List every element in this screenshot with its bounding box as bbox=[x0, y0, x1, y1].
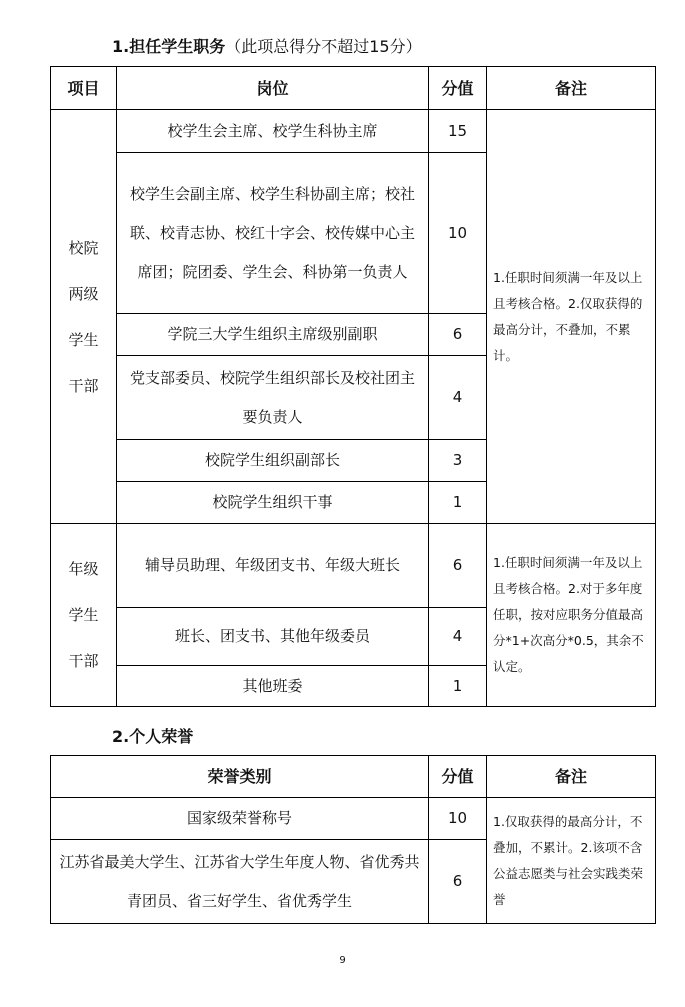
section-1-heading bbox=[112, 34, 422, 57]
position-cell: 校院学生组织副部长 bbox=[117, 440, 429, 482]
score-cell: 6 bbox=[429, 840, 487, 924]
score-cell: 10 bbox=[429, 153, 487, 314]
remark-cell: 1.仅取获得的最高分计，不叠加，不累计。2.该项不含公益志愿类与社会实践类荣誉 bbox=[487, 798, 656, 924]
score-cell: 15 bbox=[429, 110, 487, 153]
honor-category-cell: 江苏省最美大学生、江苏省大学生年度人物、省优秀共青团员、省三好学生、省优秀学生 bbox=[51, 840, 429, 924]
header-score: 分值 bbox=[429, 756, 487, 798]
category-line: 干部 bbox=[68, 376, 99, 395]
remark-cell: 1.任职时间须满一年及以上且考核合格。2.对于多年度任职，按对应职务分值最高分*1+次高分*0.5，其余不认定。 bbox=[487, 524, 656, 707]
score-cell: 10 bbox=[429, 798, 487, 840]
position-cell: 校院学生组织干事 bbox=[117, 482, 429, 524]
position-cell: 班长、团支书、其他年级委员 bbox=[117, 608, 429, 666]
header-position: 岗位 bbox=[117, 67, 429, 110]
category-line: 年级 bbox=[68, 560, 99, 578]
score-cell: 6 bbox=[429, 524, 487, 608]
table-row bbox=[51, 798, 656, 840]
position-cell: 校学生会副主席、校学生科协副主席；校社联、校青志协、校红十字会、校传媒中心主席团；院团委、学生会、科协第一负责人 bbox=[117, 153, 429, 314]
section-2-heading bbox=[112, 724, 193, 747]
header-remark: 备注 bbox=[487, 67, 656, 110]
score-cell: 6 bbox=[429, 314, 487, 356]
table-row bbox=[51, 110, 656, 153]
position-cell: 其他班委 bbox=[117, 666, 429, 707]
honor-category-cell: 国家级荣誉称号 bbox=[51, 798, 429, 840]
category-line: 干部 bbox=[68, 652, 99, 670]
position-cell: 学院三大学生组织主席级别副职 bbox=[117, 314, 429, 356]
category-cell bbox=[51, 524, 117, 707]
category-cell bbox=[51, 110, 117, 524]
section-1-subtitle: （此项总得分不超过15分） bbox=[225, 37, 422, 56]
score-cell: 3 bbox=[429, 440, 487, 482]
score-cell: 1 bbox=[429, 482, 487, 524]
score-cell: 4 bbox=[429, 356, 487, 440]
header-item: 项目 bbox=[51, 67, 117, 110]
table-row bbox=[51, 524, 656, 608]
header-remark: 备注 bbox=[487, 756, 656, 798]
score-cell: 4 bbox=[429, 608, 487, 666]
position-cell: 校学生会主席、校学生科协主席 bbox=[117, 110, 429, 153]
page-number: 9 bbox=[339, 955, 346, 966]
category-line: 校院 bbox=[68, 238, 99, 257]
header-honor-category: 荣誉类别 bbox=[51, 756, 429, 798]
position-cell: 辅导员助理、年级团支书、年级大班长 bbox=[117, 524, 429, 608]
position-cell: 党支部委员、校院学生组织部长及校社团主要负责人 bbox=[117, 356, 429, 440]
remark-cell: 1.任职时间须满一年及以上且考核合格。2.仅取获得的最高分计，不叠加，不累计。 bbox=[487, 110, 656, 524]
section-2-title: 2.个人荣誉 bbox=[112, 727, 194, 746]
category-line: 学生 bbox=[68, 330, 99, 349]
student-positions-table bbox=[50, 66, 656, 707]
personal-honors-table bbox=[50, 755, 656, 924]
category-line: 两级 bbox=[68, 284, 99, 303]
section-1-title: 1.担任学生职务 bbox=[112, 37, 226, 56]
header-score: 分值 bbox=[429, 67, 487, 110]
score-cell: 1 bbox=[429, 666, 487, 707]
category-line: 学生 bbox=[68, 606, 99, 624]
